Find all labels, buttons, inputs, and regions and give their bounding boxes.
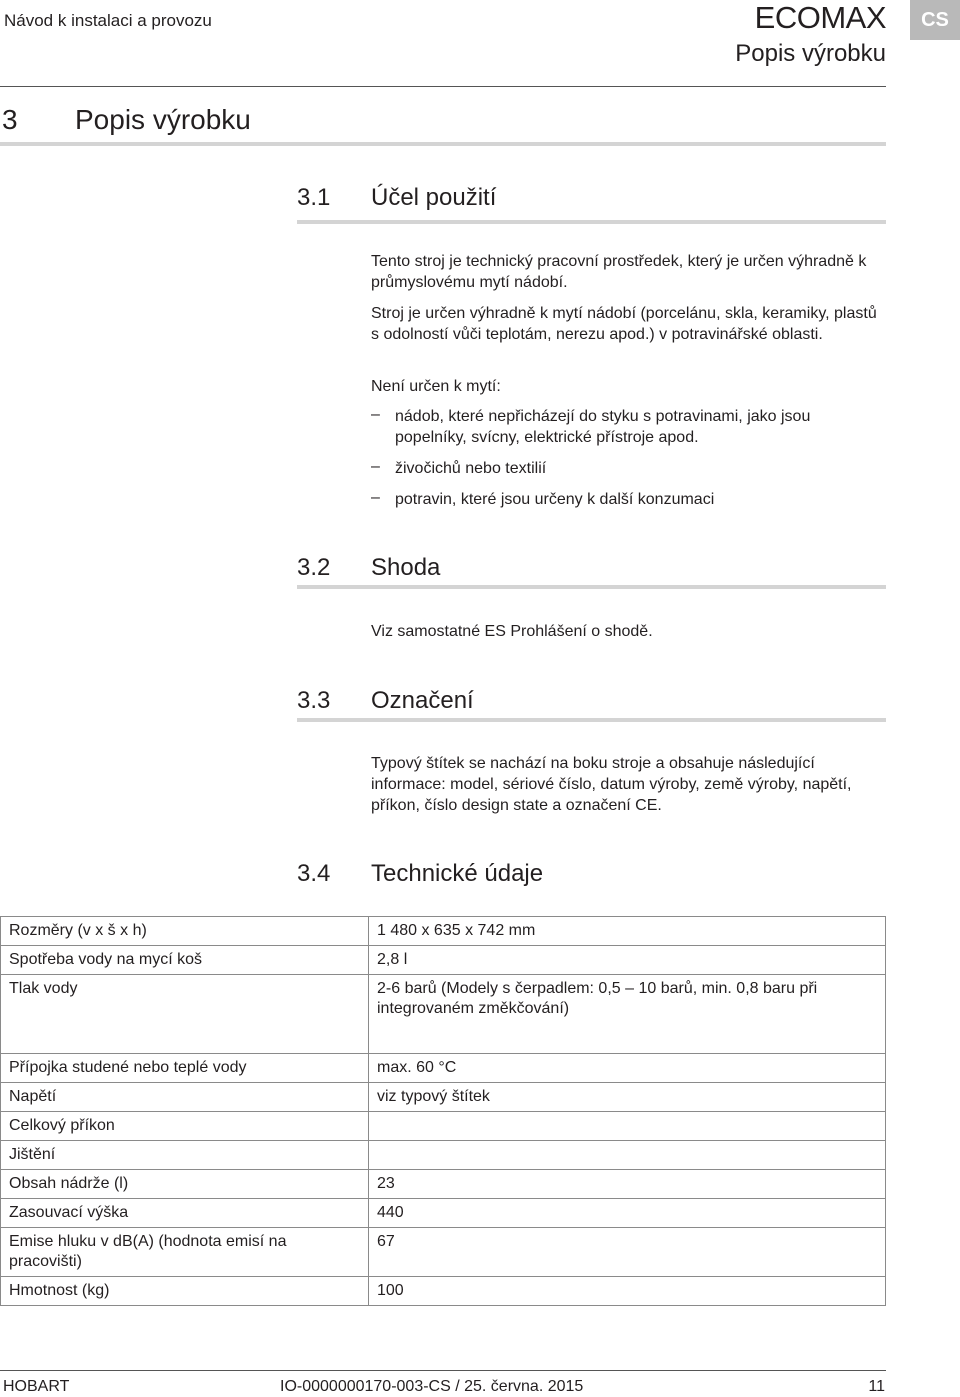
- spec-key: Emise hluku v dB(A) (hodnota emisí na pracovišti): [1, 1228, 369, 1277]
- spec-value: 67: [369, 1228, 886, 1277]
- spec-key: Tlak vody: [1, 975, 369, 1054]
- table-row: [1, 975, 886, 1054]
- section-title: Technické údaje: [371, 860, 544, 887]
- paragraph: Viz samostatné ES Prohlášení o shodě.: [371, 623, 653, 640]
- table-row: [1, 1141, 886, 1170]
- spec-value: max. 60 °C: [369, 1054, 886, 1083]
- table-row: [1, 1054, 886, 1083]
- table-row: [1, 1199, 886, 1228]
- paragraph: Typový štítek se nachází na boku stroje a obsahuje následující informace: model, sériové číslo, datum výroby, země výroby, napětí, příkon, číslo design state a označení CE.: [371, 755, 852, 814]
- list-dash: –: [371, 458, 380, 475]
- spec-value: 2,8 l: [369, 946, 886, 975]
- list-item: živočichů nebo textilií: [395, 460, 547, 477]
- section-divider: [297, 585, 886, 589]
- list-item: nádob, které nepřicházejí do styku s potravinami, jako jsou popelníky, svícny, elektrické přístroje apod.: [395, 408, 811, 446]
- footer-divider: [0, 1370, 886, 1371]
- table-row: [1, 1083, 886, 1112]
- table-row: [1, 1277, 886, 1306]
- table-row: [1, 917, 886, 946]
- spec-key: Jištění: [1, 1141, 369, 1170]
- language-badge: CS: [910, 0, 960, 40]
- page-number: 11: [868, 1378, 885, 1395]
- spec-key: Hmotnost (kg): [1, 1277, 369, 1306]
- spec-value: 440: [369, 1199, 886, 1228]
- spec-key: Zasouvací výška: [1, 1199, 369, 1228]
- doc-type-label: Návod k instalaci a provozu: [4, 11, 212, 30]
- spec-key: Obsah nádrže (l): [1, 1170, 369, 1199]
- section-title: Shoda: [371, 554, 441, 581]
- spec-key: Celkový příkon: [1, 1112, 369, 1141]
- paragraph: Tento stroj je technický pracovní prostředek, který je určen výhradně k průmyslovému mytí nádobí.: [371, 253, 867, 291]
- table-row: [1, 1170, 886, 1199]
- chapter-divider: [0, 142, 886, 146]
- section-divider: [297, 220, 886, 224]
- section-title: Označení: [371, 687, 474, 714]
- section-number: 3.1: [297, 184, 331, 211]
- technical-data-table: [0, 916, 886, 1306]
- section-divider: [297, 718, 886, 722]
- section-number: 3.4: [297, 860, 331, 887]
- table-row: [1, 946, 886, 975]
- table-row: [1, 1112, 886, 1141]
- list-item: potravin, které jsou určeny k další konzumaci: [395, 491, 715, 508]
- chapter-title: Popis výrobku: [75, 104, 251, 135]
- spec-value: 2-6 barů (Modely s čerpadlem: 0,5 – 10 barů, min. 0,8 baru při integrovaném změkčování): [369, 975, 886, 1054]
- paragraph: Stroj je určen výhradně k mytí nádobí (porcelánu, skla, keramiky, plastů s odolností vůči teplotám, nerezu apod.) v potravinářské oblasti.: [371, 305, 877, 343]
- spec-value: 1 480 x 635 x 742 mm: [369, 917, 886, 946]
- spec-key: Rozměry (v x š x h): [1, 917, 369, 946]
- spec-value: [369, 1141, 886, 1170]
- spec-value: 100: [369, 1277, 886, 1306]
- header-section-title: Popis výrobku: [735, 40, 886, 67]
- spec-value: [369, 1112, 886, 1141]
- footer-doc-id: IO-0000000170-003-CS / 25. června. 2015: [280, 1378, 584, 1395]
- section-title: Účel použití: [371, 184, 497, 211]
- list-dash: –: [371, 406, 380, 423]
- spec-value: viz typový štítek: [369, 1083, 886, 1112]
- list-dash: –: [371, 489, 380, 506]
- table-row: [1, 1228, 886, 1277]
- chapter-number: 3: [2, 104, 18, 135]
- spec-value: 23: [369, 1170, 886, 1199]
- footer-company: HOBART: [3, 1378, 70, 1395]
- header-divider: [0, 86, 886, 87]
- section-number: 3.3: [297, 687, 331, 714]
- spec-key: Spotřeba vody na mycí koš: [1, 946, 369, 975]
- spec-key: Přípojka studené nebo teplé vody: [1, 1054, 369, 1083]
- section-number: 3.2: [297, 554, 331, 581]
- spec-key: Napětí: [1, 1083, 369, 1112]
- brand-name: ECOMAX: [754, 0, 886, 35]
- paragraph: Není určen k mytí:: [371, 378, 501, 395]
